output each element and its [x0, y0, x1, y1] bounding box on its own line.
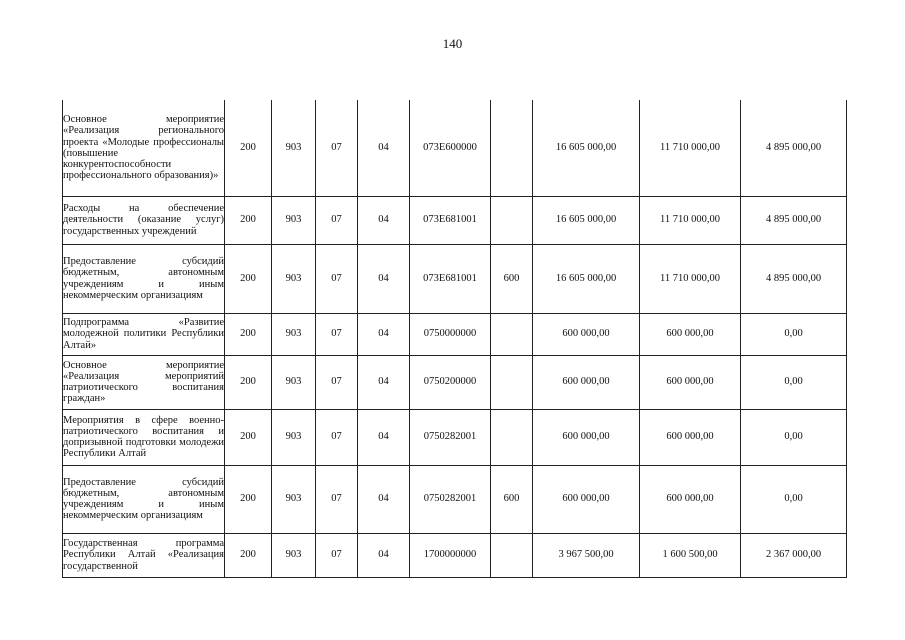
cell-target: 0750200000	[410, 355, 491, 409]
cell-sum-col3: 0,00	[741, 465, 847, 533]
cell-sum-total: 600 000,00	[533, 465, 640, 533]
cell-section: 07	[316, 196, 358, 244]
cell-ministry: 903	[272, 533, 316, 577]
cell-target: 0750282001	[410, 409, 491, 465]
cell-target: 1700000000	[410, 533, 491, 577]
cell-expense-type	[491, 533, 533, 577]
cell-name: Основное мероприятие «Реализация регионального проекта «Молодые профессионалы (повышение конкурентоспособности профессионального образования)»	[63, 100, 225, 196]
cell-sum-col3: 2 367 000,00	[741, 533, 847, 577]
cell-admin: 200	[225, 409, 272, 465]
table-row	[63, 465, 847, 533]
cell-target: 0750282001	[410, 465, 491, 533]
cell-expense-type	[491, 196, 533, 244]
cell-section: 07	[316, 313, 358, 355]
cell-expense-type: 600	[491, 465, 533, 533]
cell-section: 07	[316, 533, 358, 577]
budget-table	[62, 100, 847, 578]
cell-admin: 200	[225, 465, 272, 533]
cell-sum-col2: 11 710 000,00	[640, 100, 741, 196]
cell-ministry: 903	[272, 244, 316, 313]
table-row	[63, 100, 847, 196]
cell-section: 07	[316, 355, 358, 409]
cell-admin: 200	[225, 533, 272, 577]
cell-subsection: 04	[358, 313, 410, 355]
cell-sum-col3: 4 895 000,00	[741, 100, 847, 196]
cell-sum-total: 16 605 000,00	[533, 196, 640, 244]
cell-sum-total: 3 967 500,00	[533, 533, 640, 577]
cell-sum-col2: 600 000,00	[640, 465, 741, 533]
cell-name: Подпрограмма «Развитие молодежной политики Республики Алтай»	[63, 313, 225, 355]
cell-name: Государственная программа Республики Алтай «Реализация государственной	[63, 533, 225, 577]
cell-admin: 200	[225, 100, 272, 196]
cell-name: Предоставление субсидий бюджетным, автономным учреждениям и иным некоммерческим организациям	[63, 244, 225, 313]
cell-expense-type	[491, 313, 533, 355]
cell-sum-total: 600 000,00	[533, 313, 640, 355]
cell-name: Мероприятия в сфере военно-патриотического воспитания и допризывной подготовки молодежи Республики Алтай	[63, 409, 225, 465]
cell-sum-total: 600 000,00	[533, 409, 640, 465]
cell-target: 073Е600000	[410, 100, 491, 196]
cell-ministry: 903	[272, 100, 316, 196]
cell-target: 073Е681001	[410, 196, 491, 244]
table-row	[63, 196, 847, 244]
cell-subsection: 04	[358, 465, 410, 533]
cell-sum-col3: 0,00	[741, 313, 847, 355]
cell-sum-col2: 11 710 000,00	[640, 196, 741, 244]
cell-ministry: 903	[272, 355, 316, 409]
cell-target: 073Е681001	[410, 244, 491, 313]
cell-expense-type	[491, 409, 533, 465]
cell-subsection: 04	[358, 244, 410, 313]
cell-sum-col2: 600 000,00	[640, 409, 741, 465]
cell-subsection: 04	[358, 409, 410, 465]
cell-subsection: 04	[358, 533, 410, 577]
table-row	[63, 409, 847, 465]
cell-admin: 200	[225, 355, 272, 409]
cell-target: 0750000000	[410, 313, 491, 355]
cell-section: 07	[316, 244, 358, 313]
cell-admin: 200	[225, 244, 272, 313]
cell-name: Расходы на обеспечение деятельности (оказание услуг) государственных учреждений	[63, 196, 225, 244]
cell-name: Основное мероприятие «Реализация мероприятий патриотического воспитания граждан»	[63, 355, 225, 409]
cell-sum-col3: 4 895 000,00	[741, 196, 847, 244]
cell-sum-total: 16 605 000,00	[533, 244, 640, 313]
cell-section: 07	[316, 465, 358, 533]
cell-name: Предоставление субсидий бюджетным, автономным учреждениям и иным некоммерческим организациям	[63, 465, 225, 533]
table-row	[63, 533, 847, 577]
cell-expense-type	[491, 100, 533, 196]
page-number: 140	[442, 36, 463, 51]
cell-sum-col3: 0,00	[741, 409, 847, 465]
cell-ministry: 903	[272, 409, 316, 465]
cell-sum-col2: 1 600 500,00	[640, 533, 741, 577]
cell-ministry: 903	[272, 196, 316, 244]
cell-subsection: 04	[358, 355, 410, 409]
cell-ministry: 903	[272, 313, 316, 355]
cell-subsection: 04	[358, 100, 410, 196]
cell-sum-col3: 0,00	[741, 355, 847, 409]
cell-section: 07	[316, 409, 358, 465]
cell-expense-type: 600	[491, 244, 533, 313]
cell-sum-col2: 600 000,00	[640, 355, 741, 409]
cell-admin: 200	[225, 313, 272, 355]
cell-section: 07	[316, 100, 358, 196]
cell-expense-type	[491, 355, 533, 409]
cell-sum-col3: 4 895 000,00	[741, 244, 847, 313]
cell-subsection: 04	[358, 196, 410, 244]
cell-sum-col2: 11 710 000,00	[640, 244, 741, 313]
cell-sum-col2: 600 000,00	[640, 313, 741, 355]
cell-ministry: 903	[272, 465, 316, 533]
cell-sum-total: 16 605 000,00	[533, 100, 640, 196]
table-row	[63, 244, 847, 313]
cell-sum-total: 600 000,00	[533, 355, 640, 409]
table-row	[63, 355, 847, 409]
table-row	[63, 313, 847, 355]
cell-admin: 200	[225, 196, 272, 244]
